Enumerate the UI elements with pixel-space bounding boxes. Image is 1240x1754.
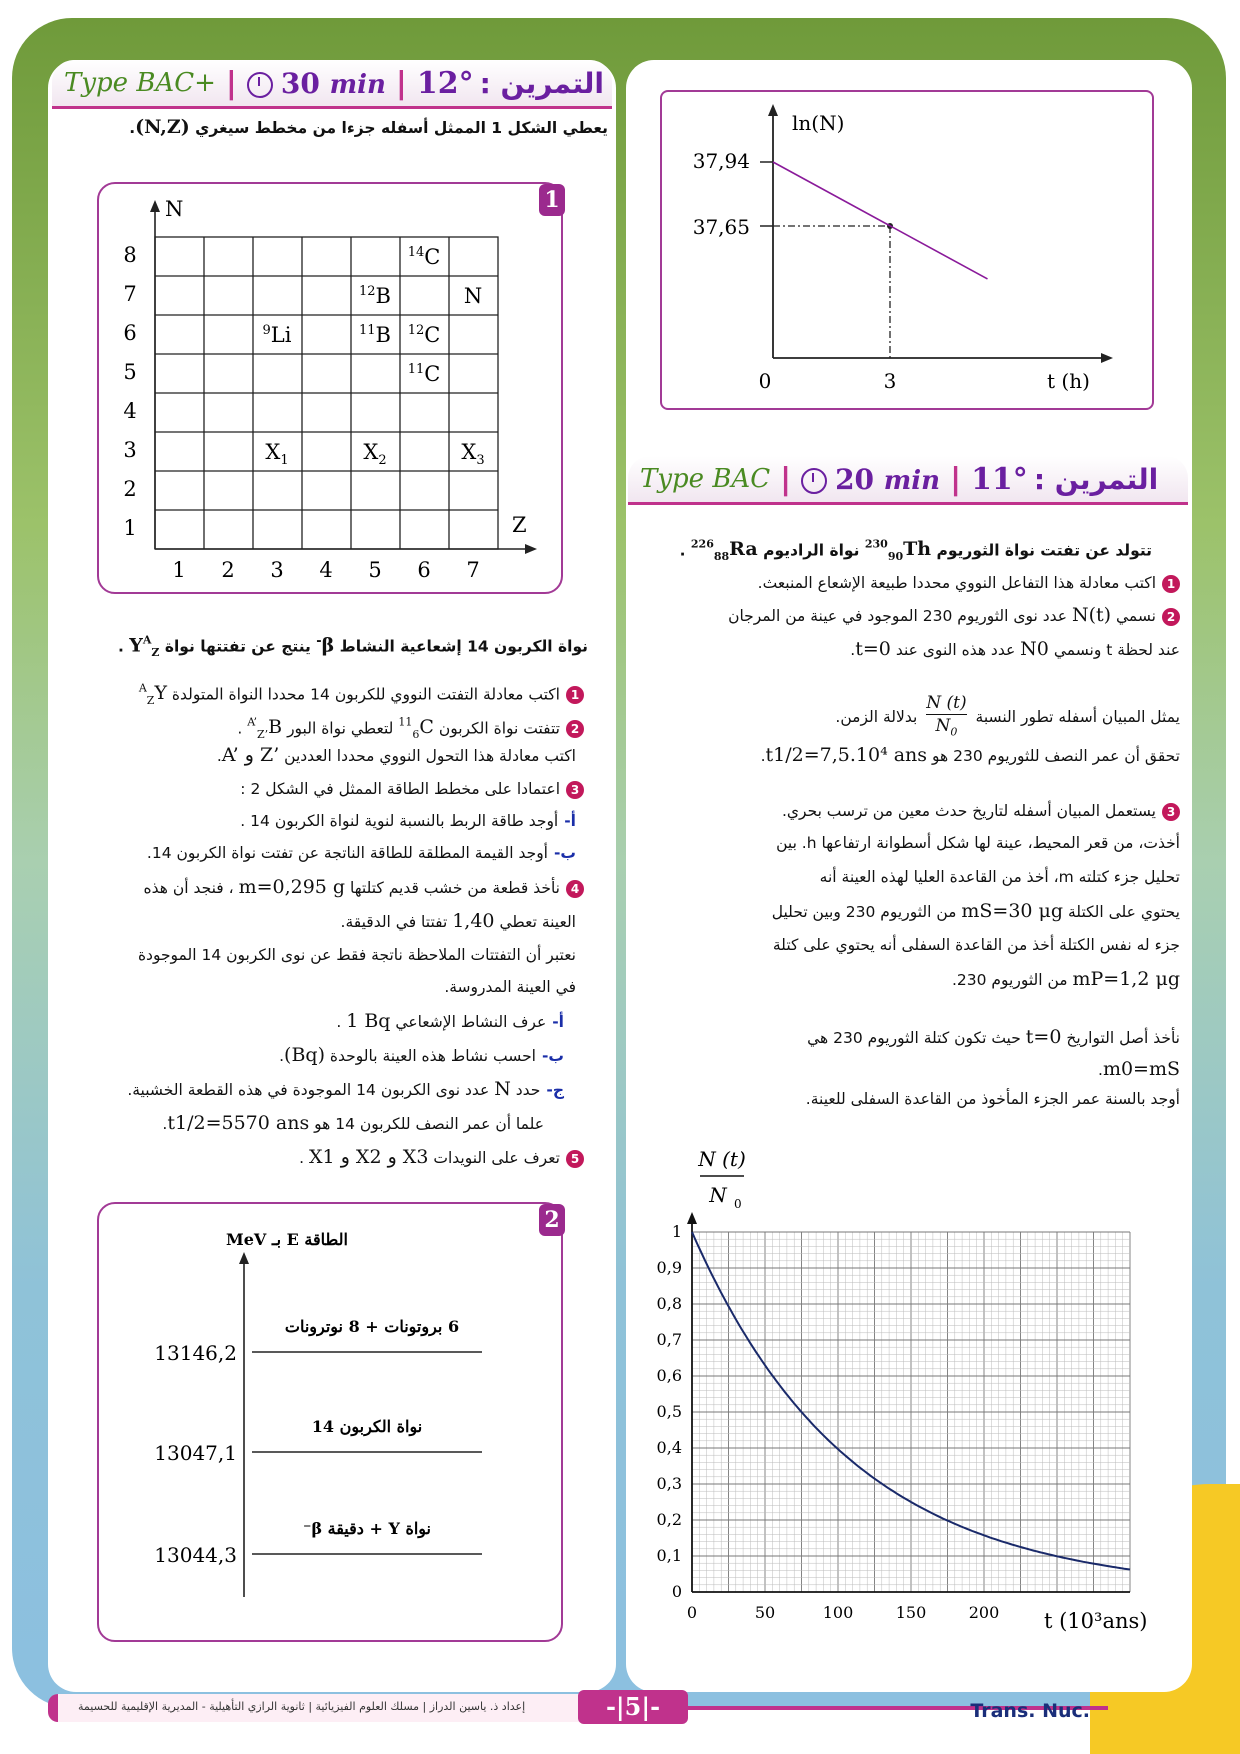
decay-y-tick: 0,2 bbox=[656, 1510, 682, 1529]
n-tick: 6 bbox=[123, 321, 137, 345]
exercise-12-header: Type BAC+ | 30 min | 12° : التمرين bbox=[52, 60, 612, 109]
ex11-q3-e: جزء له نفس الكتلة أخذ من القاعدة السفلى أنه يحتوي على كتلة bbox=[772, 936, 1180, 954]
clock-icon bbox=[801, 468, 827, 494]
decay-x-tick: 50 bbox=[754, 1603, 776, 1622]
decay-y-tick: 0,3 bbox=[656, 1474, 682, 1493]
ex11-q3-b: تحليل جزء كتلته m، أخذ من القاعدة العليا لهذه العينة أنه bbox=[819, 868, 1180, 886]
ex12-q1: 1اكتب معادلة التفتت النووي للكربون 14 محددا النواة المتولدة $^A_Z$Y bbox=[44, 674, 584, 716]
segre-diagram bbox=[97, 182, 559, 590]
decay-ylabel-num: N (t) bbox=[698, 1147, 746, 1171]
clock-icon bbox=[247, 72, 273, 98]
nuclide-x3: $X_3$ bbox=[461, 440, 485, 468]
ex12-q2: 2تتفتت نواة الكربون $^{11}_6$C لتعطي نواة البور $^{A’}_{Z’}$B . bbox=[44, 708, 584, 750]
ex11-q3-g: نأخذ أصل التواريخ t=0 حيث تكون كتلة الثوريوم 230 هي bbox=[807, 1026, 1180, 1048]
level-1-label: 6 بروتونات + 8 نوترونات bbox=[284, 1317, 460, 1336]
ln-y-tick: 37,94 bbox=[692, 149, 750, 173]
chapter-tag: Trans. Nuc. bbox=[970, 1700, 1090, 1722]
duration: 30 min bbox=[247, 67, 386, 100]
n-tick: 5 bbox=[123, 360, 137, 384]
ex12-q4-note2: في العينة المدروسة. bbox=[444, 978, 576, 996]
nuclide-c14: $^{14}$C bbox=[407, 245, 441, 269]
duration: 20 min bbox=[801, 463, 940, 496]
z-tick: 2 bbox=[221, 558, 235, 582]
ex11-q3-i: m0=mS. bbox=[1098, 1058, 1180, 1080]
y-axis-arrow bbox=[687, 1212, 697, 1224]
figure-2-tag: 2 bbox=[539, 1204, 565, 1236]
ex11-ratio-sentence: يمثل المبيان أسفله تطور النسبة $\frac{N (t)}{N_0}$ بدلالة الزمن. bbox=[640, 692, 1180, 743]
type-label: Type BAC+ bbox=[64, 68, 216, 98]
ex11-intro: تتولد عن تفتت نواة الثوريوم $^{230}_{90}$Th نواة الراديوم $^{226}_{88}$Ra . bbox=[679, 538, 1152, 564]
ex11-q3: 3يستعمل المبيان أسفله لتاريخ حدث معين من ترسب بحري. bbox=[640, 796, 1180, 826]
z-tick: 1 bbox=[172, 558, 186, 582]
exercise-11-header: Type BAC | 20 min | 11° : التمرين bbox=[628, 456, 1188, 505]
nuclide-b12: $^{12}$B bbox=[359, 284, 391, 308]
decay-ylabel-sub: 0 bbox=[734, 1197, 742, 1211]
ex12-q4-cont: العينة تعطي 1,40 تفتتا في الدقيقة. bbox=[340, 910, 576, 932]
page-number: -|5|- bbox=[578, 1690, 688, 1724]
n-tick: 8 bbox=[123, 243, 137, 267]
nuclide-b11: $^{11}$B bbox=[359, 323, 391, 347]
n-tick: 3 bbox=[123, 438, 137, 462]
ex12-q4: 4نأخذ قطعة من خشب قديم كتلتها m=0,295 g ، فنجد أن هذه bbox=[44, 872, 584, 903]
footer bbox=[48, 1690, 1108, 1726]
ex11-q3-j: أوجد بالسنة عمر الجزء المأخوذ من القاعدة السفلى للعينة. bbox=[805, 1090, 1180, 1108]
ln-x-tick: 0 bbox=[758, 369, 772, 393]
z-tick: 4 bbox=[319, 558, 333, 582]
decay-y-tick: 0,7 bbox=[656, 1330, 682, 1349]
decay-x-tick: 150 bbox=[895, 1603, 927, 1622]
ex11-q3-a: أخذت، من قعر المحيط، عينة لها شكل أسطوانة ارتفاعها h. بين bbox=[776, 834, 1180, 852]
z-tick: 7 bbox=[466, 558, 480, 582]
ln-ylabel: ln(N) bbox=[792, 111, 845, 135]
ln-y-tick: 37,65 bbox=[692, 215, 750, 239]
ex12-q3b: ب-أوجد القيمة المطلقة للطاقة الناتجة عن تفتت نواة الكربون 14. bbox=[146, 844, 576, 862]
decay-x-tick: 100 bbox=[822, 1603, 854, 1622]
decay-x-tick: 0 bbox=[686, 1603, 698, 1622]
type-label: Type BAC bbox=[640, 464, 771, 494]
exercise-number: 11° bbox=[971, 461, 1028, 497]
ln-chart bbox=[660, 90, 1150, 406]
nuclide-c11: $^{11}$C bbox=[407, 362, 441, 386]
ex12-q3: 3اعتمادا على مخطط الطاقة الممثل في الشكل 2 : bbox=[44, 774, 584, 804]
n-tick: 4 bbox=[123, 399, 137, 423]
ex12-q2-cont: اكتب معادلة هذا التحول النووي محددا العددين A’ و Z’. bbox=[216, 744, 576, 766]
ex11-q2: 2نسمي N(t) عدد نوى الثوريوم 230 الموجود في عينة من المرجان bbox=[640, 600, 1180, 631]
nuclide-n: N bbox=[463, 284, 483, 308]
decay-xlabel: t (10³ans) bbox=[1044, 1609, 1148, 1633]
ex11-q3-c: يحتوي على الكتلة mS=30 μg من الثوريوم 230 وبين تحليل bbox=[771, 900, 1180, 922]
n-tick: 7 bbox=[123, 282, 137, 306]
level-3-value: 13044,3 bbox=[154, 1543, 237, 1567]
decay-y-tick: 0,9 bbox=[656, 1258, 682, 1277]
decay-x-tick: 200 bbox=[968, 1603, 1000, 1622]
ratio-fraction: $\frac{N (t)}{N_0}$ bbox=[926, 693, 967, 739]
level-1-value: 13146,2 bbox=[154, 1341, 237, 1365]
level-3-label: نواة Y + دقيقة β⁻ bbox=[302, 1519, 432, 1538]
n-tick: 2 bbox=[123, 477, 137, 501]
footer-credits: إعداد ذ. ياسين الدراز | مسلك العلوم الفيزيائية | ثانوية الرازي التأهيلية - المديرية الإقليمية للحسيمة bbox=[78, 1700, 526, 1713]
exercise-title: : التمرين bbox=[1033, 462, 1159, 496]
decay-chart bbox=[640, 1136, 1160, 1636]
ex12-q3a: أ-أوجد طاقة الربط بالنسبة لنوية لنواة الكربون 14 . bbox=[240, 812, 576, 830]
z-tick: 3 bbox=[270, 558, 284, 582]
ex11-q2-cont: عند لحظة t ونسمي N0 عدد هذه النوى عند t=0. bbox=[850, 638, 1180, 660]
ex12-paragraph-intro: نواة الكربون 14 إشعاعية النشاط β- ينتج عن تفتتها نواة $^A_Z$Y . bbox=[117, 634, 588, 660]
ex12-q4-note: نعتبر أن التفتتات الملاحظة ناتجة فقط عن نوى الكربون 14 الموجودة bbox=[137, 946, 576, 964]
ex12-intro: يعطي الشكل 1 الممثل أسفله جزءا من مخطط سيغري (N,Z). bbox=[129, 116, 608, 138]
ln-xlabel: t (h) bbox=[1047, 369, 1090, 393]
ln-series-line bbox=[773, 162, 988, 279]
ex12-q5: 5تعرف على النويدات X1 و X2 و X3 . bbox=[44, 1142, 584, 1173]
exercise-title: : التمرين bbox=[479, 66, 604, 100]
nuclide-li9: $^9$Li bbox=[262, 323, 292, 347]
exercise-number: 12° bbox=[416, 65, 474, 101]
z-tick: 5 bbox=[368, 558, 382, 582]
ex11-halflife: تحقق أن عمر النصف للثوريوم 230 هو t1/2=7,5.10⁴ ans. bbox=[760, 744, 1180, 766]
nuclide-x1: $X_1$ bbox=[265, 440, 289, 468]
z-axis-label: Z bbox=[512, 513, 527, 537]
ex12-q4b: ب-احسب نشاط هذه العينة بالوحدة (Bq). bbox=[279, 1044, 564, 1066]
decay-y-tick: 0 bbox=[671, 1582, 682, 1601]
decay-y-tick: 1 bbox=[671, 1222, 682, 1241]
decay-y-tick: 0,1 bbox=[656, 1546, 682, 1565]
ex11-q3-f: mP=1,2 μg من الثوريوم 230. bbox=[951, 968, 1180, 990]
nuclide-x2: $X_2$ bbox=[363, 440, 387, 468]
decay-y-tick: 0,4 bbox=[656, 1438, 682, 1457]
level-2-value: 13047,1 bbox=[154, 1441, 237, 1465]
n-tick: 1 bbox=[123, 516, 137, 540]
level-2-label: نواة الكربون 14 bbox=[311, 1417, 423, 1436]
n-axis-label: N bbox=[165, 197, 184, 221]
ex12-q4c: ج-حدد N عدد نوى الكربون 14 الموجودة في هذه القطعة الخشبية. bbox=[127, 1078, 564, 1100]
decay-y-tick: 0,6 bbox=[656, 1366, 682, 1385]
decay-y-tick: 0,8 bbox=[656, 1294, 682, 1313]
ln-x-tick: 3 bbox=[883, 369, 897, 393]
ex12-q4a: أ-عرف النشاط الإشعاعي 1 Bq . bbox=[336, 1010, 564, 1032]
energy-axis-label: الطاقة E بـ MeV bbox=[226, 1230, 348, 1249]
ex12-q4-halflife: علما أن عمر النصف للكربون 14 هو t1/2=5570 ans. bbox=[162, 1112, 544, 1134]
decay-ylabel-den: N bbox=[709, 1183, 727, 1207]
z-tick: 6 bbox=[417, 558, 431, 582]
nuclide-c12: $^{12}$C bbox=[407, 323, 441, 347]
ex11-q1: 1اكتب معادلة هذا التفاعل النووي محددا طبيعة الإشعاع المنبعث. bbox=[640, 568, 1180, 598]
energy-diagram bbox=[97, 1202, 559, 1638]
decay-y-tick: 0,5 bbox=[656, 1402, 682, 1421]
figure-1-tag: 1 bbox=[539, 184, 565, 216]
